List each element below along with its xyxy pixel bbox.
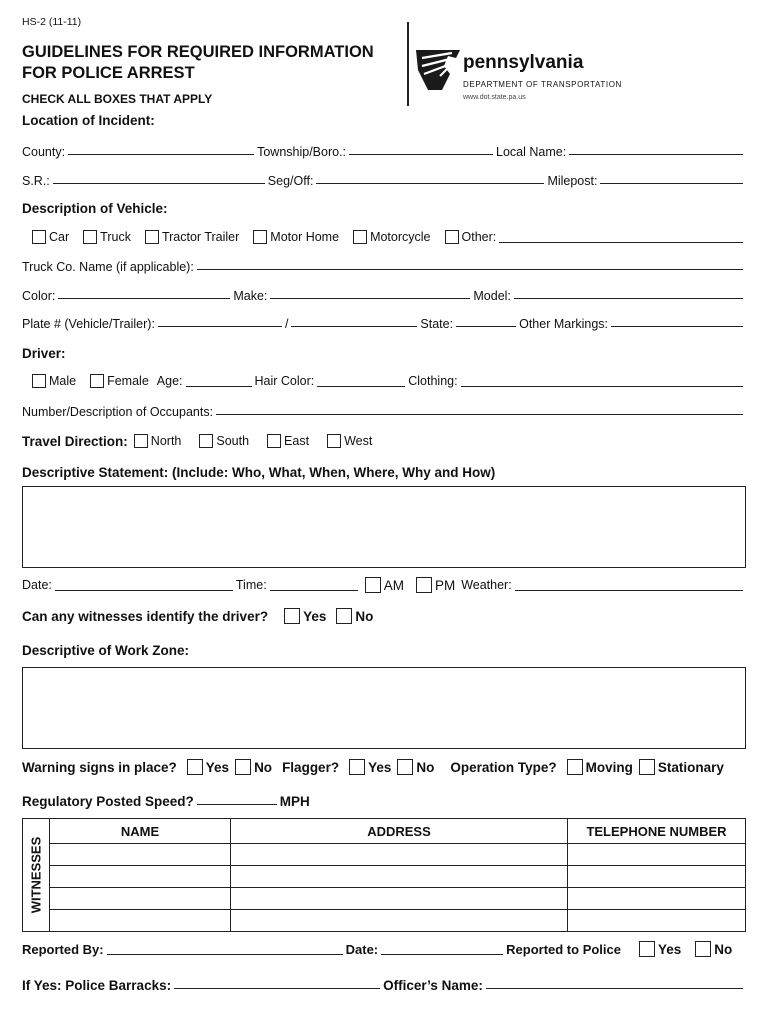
posted-speed-field[interactable]	[197, 803, 277, 805]
posted-speed-label: Regulatory Posted Speed?	[22, 794, 194, 809]
checkbox-flagger-no[interactable]	[397, 759, 413, 775]
footer-date-field[interactable]	[381, 953, 503, 955]
plate-trailer-field[interactable]	[291, 325, 417, 327]
checkbox-other[interactable]	[445, 230, 459, 244]
weather-label: Weather:	[461, 578, 512, 592]
warning-yes-label: Yes	[205, 759, 230, 775]
flagger-label: Flagger?	[282, 759, 340, 775]
posted-speed-row	[22, 791, 422, 809]
other-markings-label: Other Markings:	[519, 317, 609, 331]
checkbox-warning-yes[interactable]	[187, 759, 203, 775]
checkbox-west[interactable]	[327, 434, 341, 448]
barracks-field[interactable]	[174, 987, 380, 989]
sr-label: S.R.:	[22, 174, 50, 188]
officer-name-label: Officer’s Name:	[383, 978, 483, 993]
statement-time-field[interactable]	[270, 589, 358, 591]
location-heading: Location of Incident:	[22, 113, 155, 128]
motorcycle-label: Motorcycle	[370, 230, 431, 244]
witness-identify-label: Can any witnesses identify the driver?	[22, 608, 269, 624]
checkbox-motor-home[interactable]	[253, 230, 267, 244]
checkbox-east[interactable]	[267, 434, 281, 448]
motor-home-label: Motor Home	[270, 230, 340, 244]
flagger-no-label: No	[416, 759, 435, 775]
state-field[interactable]	[456, 325, 516, 327]
footer-date-label: Date:	[345, 941, 379, 957]
stationary-label: Stationary	[657, 759, 724, 775]
truck-co-label: Truck Co. Name (if applicable):	[22, 260, 194, 274]
location-row-2	[22, 170, 746, 188]
plate-vehicle-field[interactable]	[158, 325, 282, 327]
color-make-model-row	[22, 285, 746, 303]
checkbox-witness-yes[interactable]	[284, 608, 300, 624]
checkbox-flagger-yes[interactable]	[349, 759, 365, 775]
travel-direction-row	[22, 432, 746, 450]
plate-row	[22, 313, 746, 331]
barracks-label: If Yes: Police Barracks:	[22, 978, 172, 993]
witness-name-cell[interactable]	[50, 844, 231, 866]
witness-address-cell[interactable]	[231, 888, 568, 910]
operation-type-label: Operation Type?	[450, 759, 557, 775]
logo-state-name: pennsylvania	[463, 52, 584, 73]
witness-phone-cell[interactable]	[568, 844, 746, 866]
truck-label: Truck	[100, 230, 131, 244]
logo-url: www.dot.state.pa.us	[463, 94, 526, 101]
checkbox-motorcycle[interactable]	[353, 230, 367, 244]
sr-field[interactable]	[53, 182, 265, 184]
am-label: AM	[383, 577, 404, 593]
table-row	[23, 910, 746, 932]
state-label: State:	[420, 317, 454, 331]
check-all-instruction: CHECK ALL BOXES THAT APPLY	[22, 92, 213, 106]
checkbox-warning-no[interactable]	[235, 759, 251, 775]
occupants-label: Number/Description of Occupants:	[22, 405, 214, 419]
reported-by-row	[22, 940, 746, 958]
truck-co-field[interactable]	[197, 268, 743, 270]
witness-no-label: No	[355, 608, 374, 624]
milepost-label: Milepost:	[547, 174, 598, 188]
checkbox-tractor-trailer[interactable]	[145, 230, 159, 244]
age-label: Age:	[156, 374, 183, 388]
weather-field[interactable]	[515, 589, 743, 591]
witness-phone-cell[interactable]	[568, 866, 746, 888]
flagger-yes-label: Yes	[368, 759, 392, 775]
witness-yes-label: Yes	[303, 608, 327, 624]
warning-signs-label: Warning signs in place?	[22, 759, 177, 775]
work-zone-label: Descriptive of Work Zone:	[22, 643, 190, 658]
officer-name-field[interactable]	[486, 987, 743, 989]
other-label: Other:	[461, 230, 497, 244]
color-field[interactable]	[58, 297, 230, 299]
descriptive-statement-textarea[interactable]	[22, 486, 746, 568]
reported-police-label: Reported to Police	[506, 941, 621, 957]
penndot-keystone-logo-icon	[414, 46, 462, 94]
make-field[interactable]	[270, 297, 470, 299]
age-field[interactable]	[186, 385, 252, 387]
police-yes-label: Yes	[658, 941, 682, 957]
logo-department: DEPARTMENT OF TRANSPORTATION	[463, 80, 622, 89]
checkbox-truck[interactable]	[83, 230, 97, 244]
checkbox-am[interactable]	[365, 577, 381, 593]
tractor-trailer-label: Tractor Trailer	[161, 230, 240, 244]
table-row	[23, 888, 746, 910]
witness-name-cell[interactable]	[50, 888, 231, 910]
reported-by-label: Reported By:	[22, 941, 104, 957]
travel-direction-label: Travel Direction:	[22, 433, 128, 449]
mph-label: MPH	[279, 794, 310, 809]
female-label: Female	[107, 374, 149, 388]
make-label: Make:	[233, 289, 268, 303]
col-name-header: NAME	[50, 819, 231, 844]
police-barracks-row	[22, 975, 746, 993]
header-divider	[407, 22, 409, 106]
form-title-line1: GUIDELINES FOR REQUIRED INFORMATION	[22, 43, 374, 61]
statement-date-field[interactable]	[55, 589, 233, 591]
county-label: County:	[22, 145, 66, 159]
local-name-field[interactable]	[569, 153, 743, 155]
occupants-row	[22, 401, 746, 419]
witness-identify-row	[22, 607, 746, 625]
milepost-field[interactable]	[600, 182, 743, 184]
car-label: Car	[49, 230, 70, 244]
checkbox-female[interactable]	[90, 374, 104, 388]
segoff-label: Seg/Off:	[267, 174, 314, 188]
east-label: East	[284, 434, 310, 448]
table-row	[23, 866, 746, 888]
table-row	[23, 844, 746, 866]
west-label: West	[344, 434, 373, 448]
form-title	[22, 42, 374, 84]
checkbox-witness-no[interactable]	[336, 608, 352, 624]
plate-label: Plate # (Vehicle/Trailer):	[22, 317, 155, 331]
checkbox-north[interactable]	[134, 434, 148, 448]
other-markings-field[interactable]	[611, 325, 743, 327]
witness-address-cell[interactable]	[231, 844, 568, 866]
police-no-label: No	[714, 941, 733, 957]
vehicle-heading: Description of Vehicle:	[22, 201, 168, 216]
location-row-1	[22, 141, 746, 159]
male-label: Male	[49, 374, 77, 388]
statement-time-label: Time:	[235, 578, 267, 592]
form-code: HS-2 (11-11)	[22, 16, 82, 28]
witness-phone-cell[interactable]	[568, 888, 746, 910]
col-telephone-header: TELEPHONE NUMBER	[568, 819, 746, 844]
north-label: North	[150, 434, 182, 448]
hair-label: Hair Color:	[254, 374, 315, 388]
plate-slash: /	[284, 317, 289, 331]
descriptive-statement-label: Descriptive Statement: (Include: Who, What, When, Where, Why and How)	[22, 465, 496, 480]
clothing-field[interactable]	[461, 385, 743, 387]
moving-label: Moving	[585, 759, 633, 775]
witness-phone-cell[interactable]	[568, 910, 746, 932]
clothing-label: Clothing:	[408, 374, 458, 388]
local-name-label: Local Name:	[496, 145, 567, 159]
pm-label: PM	[434, 577, 456, 593]
col-address-header: ADDRESS	[231, 819, 568, 844]
checkbox-male[interactable]	[32, 374, 46, 388]
witnesses-side-label: WITNESSES	[28, 836, 44, 914]
vehicle-type-row	[22, 228, 746, 246]
form-title-line2: FOR POLICE ARREST	[22, 64, 195, 82]
warning-no-label: No	[254, 759, 273, 775]
checkbox-south[interactable]	[199, 434, 213, 448]
occupants-field[interactable]	[216, 413, 743, 415]
checkbox-moving[interactable]	[567, 759, 583, 775]
checkbox-police-no[interactable]	[695, 941, 711, 957]
other-vehicle-field[interactable]	[499, 241, 743, 243]
segoff-field[interactable]	[316, 182, 544, 184]
statement-date-label: Date:	[22, 578, 52, 592]
model-field[interactable]	[514, 297, 743, 299]
work-zone-textarea[interactable]	[22, 667, 746, 749]
south-label: South	[216, 434, 250, 448]
checkbox-police-yes[interactable]	[639, 941, 655, 957]
witness-name-cell[interactable]	[50, 910, 231, 932]
color-label: Color:	[22, 289, 56, 303]
witness-name-cell[interactable]	[50, 866, 231, 888]
witnesses-side-cell	[23, 819, 50, 932]
township-field[interactable]	[349, 153, 493, 155]
hair-field[interactable]	[317, 385, 405, 387]
checkbox-pm[interactable]	[416, 577, 432, 593]
checkbox-stationary[interactable]	[639, 759, 655, 775]
witnesses-table	[22, 818, 746, 932]
reported-by-field[interactable]	[107, 953, 343, 955]
work-zone-options-row	[22, 758, 746, 776]
datetime-weather-row	[22, 576, 746, 594]
model-label: Model:	[473, 289, 511, 303]
witness-address-cell[interactable]	[231, 866, 568, 888]
checkbox-car[interactable]	[32, 230, 46, 244]
truck-co-row	[22, 256, 746, 274]
driver-row	[22, 372, 746, 390]
driver-heading: Driver:	[22, 346, 66, 361]
witnesses-header-row	[23, 819, 746, 844]
county-field[interactable]	[68, 153, 254, 155]
witness-address-cell[interactable]	[231, 910, 568, 932]
township-label: Township/Boro.:	[257, 145, 347, 159]
